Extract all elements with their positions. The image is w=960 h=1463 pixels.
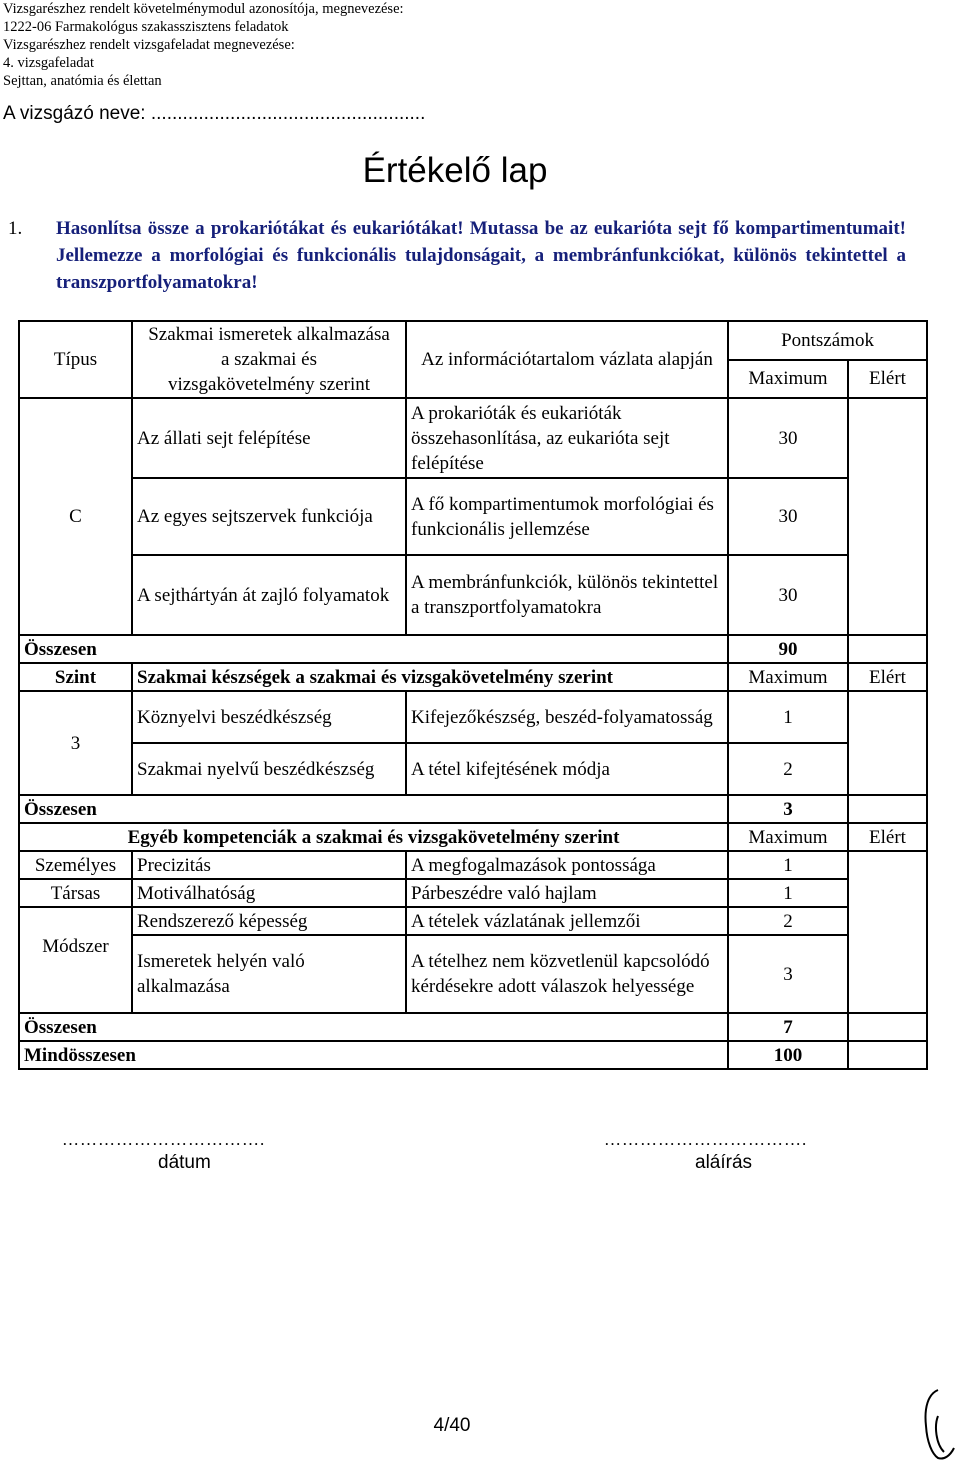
max-points: 2 xyxy=(728,743,848,795)
competency-item: Rendszerező képesség xyxy=(132,907,406,935)
evaluation-table xyxy=(18,320,928,1070)
competency-criterion: A tételek vázlatának jellemzői xyxy=(406,907,728,935)
header-line: 1222-06 Farmakológus szakasszisztens feladatok xyxy=(3,19,289,35)
signature-line: ……………………………. xyxy=(604,1130,808,1149)
grand-total-achieved xyxy=(848,1041,927,1069)
header-skills: Szakmai készségek a szakmai és vizsgakövetelmény szerint xyxy=(132,663,728,691)
subtotal-label: Összesen xyxy=(19,1013,728,1041)
section-type: C xyxy=(19,398,132,635)
outline-item: A prokarióták és eukarióták összehasonlítása, az eukarióta sejt felépítése xyxy=(406,398,728,478)
achieved-points xyxy=(848,851,927,1013)
max-points: 2 xyxy=(728,907,848,935)
subtotal-achieved xyxy=(848,1013,927,1041)
competency-criterion: Párbeszédre való hajlam xyxy=(406,879,728,907)
skill-criterion: A tétel kifejtésének módja xyxy=(406,743,728,795)
achieved-points xyxy=(848,398,927,635)
date-line: ……………………………. xyxy=(62,1130,266,1149)
competency-item: Precizitás xyxy=(132,851,406,879)
signature-label: aláírás xyxy=(695,1152,753,1173)
subtotal-value: 3 xyxy=(728,795,848,823)
knowledge-item: A sejthártyán át zajló folyamatok xyxy=(132,555,406,635)
task-number: 1. xyxy=(8,218,23,239)
subtotal-achieved xyxy=(848,795,927,823)
max-points: 3 xyxy=(728,935,848,1013)
grand-total-label: Mindösszesen xyxy=(19,1041,728,1069)
competency-item: Ismeretek helyén való alkalmazása xyxy=(132,935,406,1013)
date-label: dátum xyxy=(158,1152,211,1173)
header-maximum: Maximum xyxy=(728,823,848,851)
header-points: Pontszámok xyxy=(728,321,927,360)
skill-criterion: Kifejezőkészség, beszéd-folyamatosság xyxy=(406,691,728,743)
competency-item: Motiválhatóság xyxy=(132,879,406,907)
outline-item: A fő kompartimentumok morfológiai és funkcionális jellemzése xyxy=(406,478,728,555)
header-type: Típus xyxy=(19,321,132,398)
subtotal-label: Összesen xyxy=(19,795,728,823)
competency-type: Személyes xyxy=(19,851,132,879)
header-knowledge: Szakmai ismeretek alkalmazása a szakmai és vizsgakövetelmény szerint xyxy=(132,321,406,398)
header-achieved: Elért xyxy=(848,823,927,851)
header-achieved: Elért xyxy=(848,663,927,691)
competency-criterion: A tételhez nem közvetlenül kapcsolódó kérdésekre adott válaszok helyessége xyxy=(406,935,728,1013)
skill-item: Köznyelvi beszédkészség xyxy=(132,691,406,743)
max-points: 30 xyxy=(728,478,848,555)
knowledge-item: Az egyes sejtszervek funkciója xyxy=(132,478,406,555)
competency-type: Módszer xyxy=(19,907,132,1013)
max-points: 1 xyxy=(728,691,848,743)
header-maximum: Maximum xyxy=(728,663,848,691)
page-number: 4/40 xyxy=(433,1415,471,1436)
subtotal-achieved xyxy=(848,635,927,663)
max-points: 1 xyxy=(728,851,848,879)
header-line: Vizsgarészhez rendelt vizsgafeladat megnevezése: xyxy=(3,37,295,53)
header-line: 4. vizsgafeladat xyxy=(3,55,94,71)
skill-item: Szakmai nyelvű beszédkészség xyxy=(132,743,406,795)
grand-total-value: 100 xyxy=(728,1041,848,1069)
knowledge-item: Az állati sejt felépítése xyxy=(132,398,406,478)
max-points: 30 xyxy=(728,398,848,478)
task-text: Hasonlítsa össze a prokariótákat és eukariótákat! Mutassa be az eukarióta sejt fő kompartimentumait! Jellemezze a morfológiai és funkcionális tulajdonságait, a membránfunkciókat, különös tekintettel a transzportfolyamatokra! xyxy=(56,218,906,293)
header-competencies: Egyéb kompetenciák a szakmai és vizsgakövetelmény szerint xyxy=(19,823,728,851)
outline-item: A membránfunkciók, különös tekintettel a transzportfolyamatokra xyxy=(406,555,728,635)
header-achieved: Elért xyxy=(848,360,927,399)
competency-criterion: A megfogalmazások pontossága xyxy=(406,851,728,879)
header-line: Sejttan, anatómia és élettan xyxy=(3,73,162,89)
header-info-outline: Az információtartalom vázlata alapján xyxy=(406,321,728,398)
header-maximum: Maximum xyxy=(728,360,848,399)
subtotal-value: 90 xyxy=(728,635,848,663)
document-header xyxy=(3,0,404,90)
page-title: Értékelő lap xyxy=(362,151,548,190)
subtotal-label: Összesen xyxy=(19,635,728,663)
achieved-points xyxy=(848,691,927,795)
competency-type: Társas xyxy=(19,879,132,907)
skill-level: 3 xyxy=(19,691,132,795)
header-line: Vizsgarészhez rendelt követelménymodul azonosítója, megnevezése: xyxy=(3,1,404,17)
initials-signature-mark xyxy=(918,1386,958,1463)
header-level: Szint xyxy=(19,663,132,691)
subtotal-value: 7 xyxy=(728,1013,848,1041)
candidate-name-field: A vizsgázó neve: .................................................... xyxy=(3,103,426,124)
max-points: 30 xyxy=(728,555,848,635)
max-points: 1 xyxy=(728,879,848,907)
